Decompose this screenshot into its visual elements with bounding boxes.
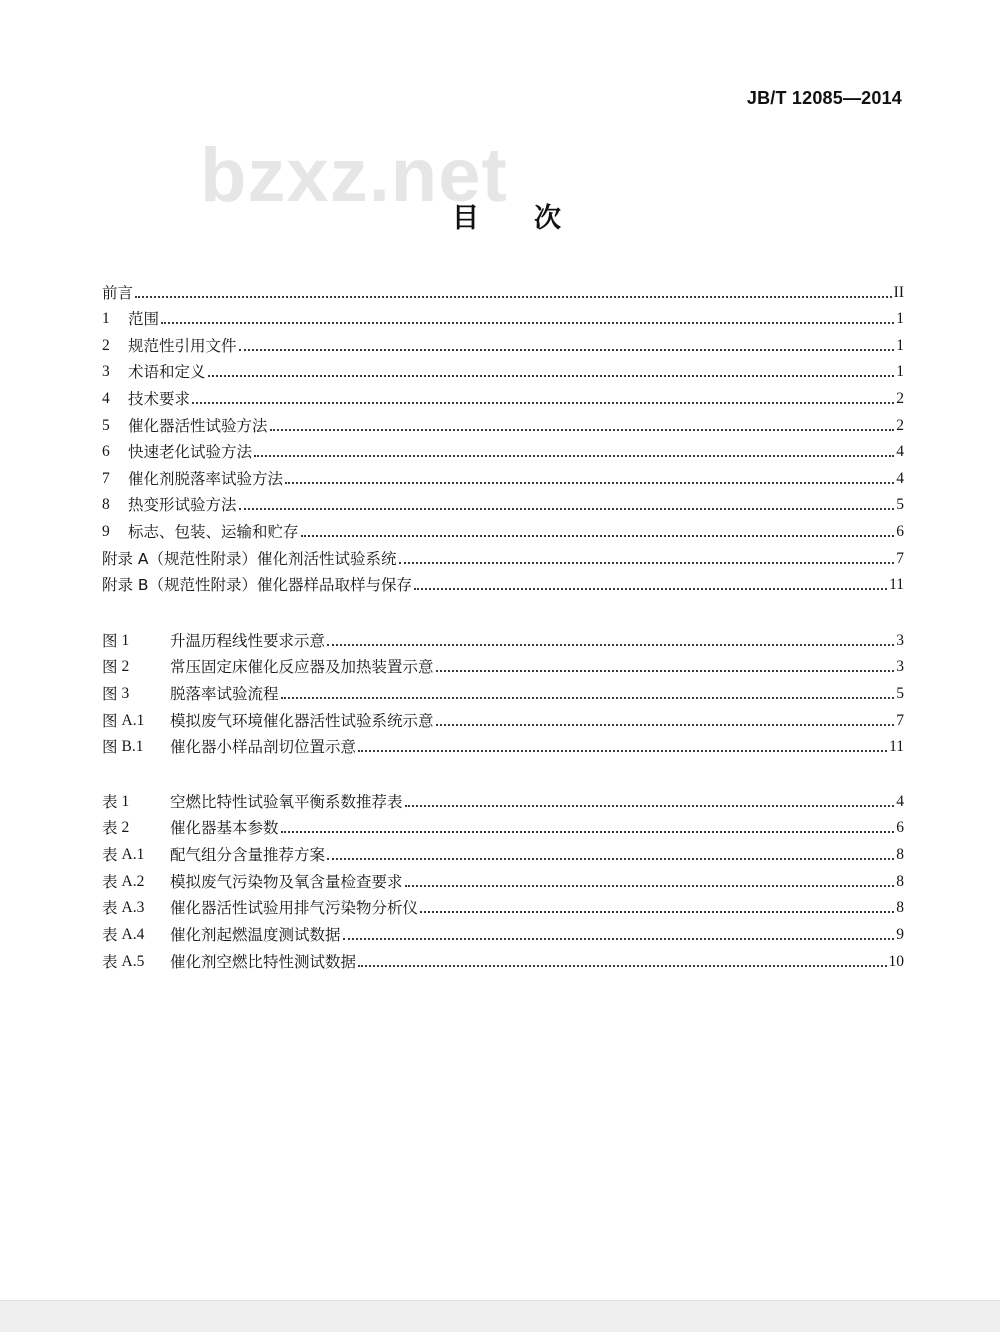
toc-entry-chapter-2[interactable] [102, 329, 904, 356]
toc-entry-title: 标志、包装、运输和贮存 [128, 522, 299, 541]
toc-entry-page: 11 [889, 576, 904, 594]
toc-entry-page: 6 [896, 819, 904, 837]
toc-title: 目次 [452, 203, 616, 234]
toc-entry-number: 2 [102, 336, 110, 354]
dot-leader [192, 401, 894, 404]
toc-entry-number: 4 [102, 389, 110, 407]
toc-entry-page: 8 [896, 899, 904, 917]
toc-entry-title: 技术要求 [128, 389, 191, 408]
toc-entry-prefix: 表 [102, 846, 118, 865]
toc-entry-prefix: 图 [102, 658, 118, 677]
toc-entry-chapter-5[interactable] [102, 409, 904, 436]
dot-leader [135, 295, 892, 298]
toc-entry-prefix: 图 [102, 685, 118, 704]
toc-entry-number: 8 [102, 496, 110, 514]
dot-leader [254, 454, 894, 457]
toc-entry-number: 1 [121, 792, 130, 810]
toc-entry-title: 空燃比特性试验氧平衡系数推荐表 [170, 792, 403, 811]
toc-entry-title: 催化剂起燃温度测试数据 [170, 926, 341, 945]
toc-entry-number: A.5 [121, 952, 145, 970]
dot-leader [420, 910, 894, 913]
toc-entry-chapter-1[interactable] [102, 303, 904, 330]
toc-entry-figure-b1[interactable] [102, 731, 904, 758]
toc-entry-title: 催化剂脱落率试验方法 [128, 469, 284, 488]
toc-entry-number: A.2 [121, 872, 145, 890]
toc-entry-page: 9 [896, 926, 904, 944]
toc-entry-number: 3 [102, 363, 110, 381]
dot-leader [399, 561, 895, 564]
toc-entry-title: 附录 B（规范性附录）催化器样品取样与保存 [102, 576, 413, 595]
toc-entry-number: A.1 [121, 846, 145, 864]
toc-entry-title: 附录 A（规范性附录）催化剂活性试验系统 [102, 549, 397, 568]
toc-entry-page: 3 [896, 631, 904, 649]
toc-entry-number: 2 [121, 819, 130, 837]
toc-entry-page: 8 [896, 872, 904, 890]
toc-entry-title: 催化器活性试验方法 [128, 416, 268, 435]
toc-entry-title: 脱落率试验流程 [170, 685, 279, 704]
toc-entry-title: 前言 [102, 283, 134, 302]
toc-entry-title: 催化器活性试验用排气污染物分析仪 [170, 899, 419, 918]
toc-entry-table-a2[interactable] [102, 865, 904, 892]
toc-entry-number: 9 [102, 522, 110, 540]
toc-entry-page: 5 [896, 685, 904, 703]
dot-leader [414, 587, 887, 590]
toc-entry-table-a3[interactable] [102, 892, 904, 919]
toc-entry-number: 7 [102, 469, 110, 487]
dot-leader [436, 723, 895, 726]
toc-chapter-list [102, 276, 904, 595]
dot-leader [436, 669, 895, 672]
toc-entry-page: 3 [896, 658, 904, 676]
toc-entry-page: 7 [896, 711, 904, 729]
toc-entry-number: 3 [121, 685, 130, 703]
toc-entry-figure-a1[interactable] [102, 704, 904, 731]
toc-entry-chapter-8[interactable] [102, 489, 904, 516]
page-bottom-edge [0, 1300, 1000, 1332]
toc-entry-number: 1 [102, 310, 110, 328]
toc-entry-number: 2 [121, 658, 130, 676]
dot-leader [281, 696, 895, 699]
dot-leader [405, 884, 895, 887]
toc-entry-page: 2 [896, 416, 904, 434]
toc-entry-page: 5 [896, 496, 904, 514]
toc-entry-prefix: 图 [102, 711, 118, 730]
toc-entry-page: 4 [896, 469, 904, 487]
toc-entry-number: 6 [102, 443, 110, 461]
dot-leader [358, 749, 887, 752]
toc-entry-chapter-4[interactable] [102, 382, 904, 409]
toc-entry-chapter-7[interactable] [102, 462, 904, 489]
toc-entry-page: 4 [896, 443, 904, 461]
toc-entry-page: 1 [896, 310, 904, 328]
toc-entry-page: 6 [896, 522, 904, 540]
toc-entry-table-a5[interactable] [102, 945, 904, 972]
toc-entry-chapter-6[interactable] [102, 436, 904, 463]
toc-entry-prefix: 表 [102, 792, 118, 811]
toc-entry-page: 11 [889, 738, 904, 756]
toc-entry-page: 1 [896, 336, 904, 354]
toc-entry-title: 升温历程线性要求示意 [170, 631, 326, 650]
toc-entry-annex-a[interactable] [102, 542, 904, 569]
toc-entry-figure-3[interactable] [102, 677, 904, 704]
toc-entry-chapter-3[interactable] [102, 356, 904, 383]
toc-entry-prefix: 表 [102, 899, 118, 918]
toc-entry-table-2[interactable] [102, 812, 904, 839]
dot-leader [239, 348, 895, 351]
toc-entry-number: A.4 [121, 926, 145, 944]
toc-entry-title: 催化器小样品剖切位置示意 [170, 738, 357, 757]
toc-entry-page: 8 [896, 846, 904, 864]
dot-leader [239, 507, 895, 510]
toc-entry-page: 2 [896, 389, 904, 407]
toc-entry-table-1[interactable] [102, 785, 904, 812]
toc-entry-title: 配气组分含量推荐方案 [170, 846, 326, 865]
toc-entry-number: A.1 [121, 711, 145, 729]
toc-entry-prefix: 图 [102, 631, 118, 650]
dot-leader [285, 481, 894, 484]
toc-entry-number: 5 [102, 416, 110, 434]
dot-leader [161, 321, 894, 324]
dot-leader [358, 964, 886, 967]
dot-leader [270, 428, 895, 431]
dot-leader [281, 830, 895, 833]
toc-entry-title: 模拟废气环境催化器活性试验系统示意 [170, 711, 434, 730]
dot-leader [405, 804, 895, 807]
toc-entry-prefix: 表 [102, 819, 118, 838]
toc-entry-figure-2[interactable] [102, 651, 904, 678]
toc-entry-number: A.3 [121, 899, 145, 917]
toc-entry-page: 10 [888, 952, 904, 970]
toc-entry-table-a1[interactable] [102, 838, 904, 865]
toc-entry-prefix: 表 [102, 952, 118, 971]
toc-entry-title: 催化器基本参数 [170, 819, 279, 838]
toc-entry-page: 7 [896, 549, 904, 567]
toc-entry-title: 催化剂空燃比特性测试数据 [170, 952, 357, 971]
dot-leader [208, 374, 895, 377]
toc-entry-title: 常压固定床催化反应器及加热装置示意 [170, 658, 434, 677]
toc-entry-annex-b[interactable] [102, 569, 904, 596]
toc-entry-prefix: 表 [102, 926, 118, 945]
toc-entry-page: 4 [896, 792, 904, 810]
toc-entry-prefix: 图 [102, 738, 118, 757]
toc-figure-list [102, 624, 904, 757]
dot-leader [301, 534, 895, 537]
toc-entry-number: 1 [121, 631, 130, 649]
toc-table-list [102, 785, 904, 972]
toc-entry-foreword[interactable] [102, 276, 904, 303]
toc-entry-figure-1[interactable] [102, 624, 904, 651]
toc-entry-title: 模拟废气污染物及氧含量检查要求 [170, 872, 403, 891]
dot-leader [343, 937, 895, 940]
toc-entry-title: 术语和定义 [128, 363, 206, 382]
toc-entry-title: 快速老化试验方法 [128, 443, 253, 462]
document-number: JB/T 12085—2014 [746, 88, 902, 108]
dot-leader [327, 857, 894, 860]
toc-entry-number: B.1 [121, 738, 144, 756]
toc-entry-page: 1 [896, 363, 904, 381]
toc-entry-title: 热变形试验方法 [128, 496, 237, 515]
dot-leader [327, 643, 894, 646]
watermark: bzxz.net [200, 133, 508, 218]
toc-entry-title: 规范性引用文件 [128, 336, 237, 355]
toc-entry-chapter-9[interactable] [102, 515, 904, 542]
toc-entry-page: II [893, 283, 904, 301]
toc-entry-title: 范围 [128, 310, 160, 329]
toc-entry-prefix: 表 [102, 872, 118, 891]
toc-entry-table-a4[interactable] [102, 918, 904, 945]
